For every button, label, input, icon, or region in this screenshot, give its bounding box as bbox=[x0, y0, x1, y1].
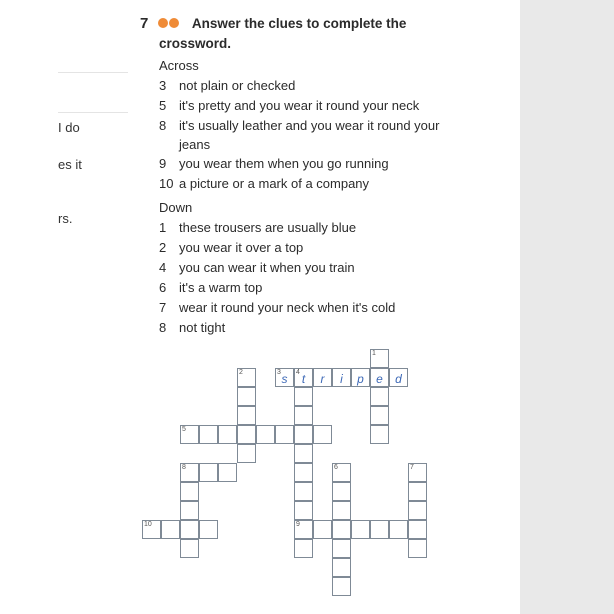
down-title: Down bbox=[159, 200, 193, 215]
exercise-number: 7 bbox=[140, 15, 149, 32]
clue-number: 7 bbox=[159, 300, 167, 315]
crossword-cell[interactable] bbox=[237, 387, 256, 406]
crossword-cell[interactable] bbox=[218, 425, 237, 444]
crossword-cell[interactable] bbox=[180, 482, 199, 501]
previous-page-fragment: rs. bbox=[58, 211, 73, 226]
cell-number: 6 bbox=[334, 464, 338, 471]
crossword-cell[interactable] bbox=[332, 577, 351, 596]
clue-text: these trousers are usually blue bbox=[179, 220, 357, 235]
background-margin bbox=[520, 0, 614, 614]
crossword-cell[interactable] bbox=[332, 482, 351, 501]
cell-number: 5 bbox=[182, 426, 186, 433]
crossword-cell[interactable] bbox=[294, 539, 313, 558]
crossword-cell[interactable] bbox=[294, 406, 313, 425]
cell-letter: s bbox=[281, 372, 288, 386]
crossword-cell[interactable] bbox=[237, 368, 256, 387]
cell-number: 1 bbox=[372, 350, 376, 357]
crossword-cell[interactable] bbox=[294, 425, 313, 444]
crossword-cell[interactable] bbox=[180, 501, 199, 520]
crossword-cell[interactable] bbox=[332, 368, 351, 387]
crossword-cell[interactable] bbox=[351, 368, 370, 387]
crossword-cell[interactable] bbox=[370, 406, 389, 425]
clue-text: not tight bbox=[179, 320, 226, 335]
crossword-cell[interactable] bbox=[332, 520, 351, 539]
cell-number: 8 bbox=[182, 464, 186, 471]
cell-number: 7 bbox=[410, 464, 414, 471]
cell-number: 4 bbox=[296, 369, 300, 376]
crossword-cell[interactable] bbox=[180, 425, 199, 444]
crossword-cell[interactable] bbox=[389, 368, 408, 387]
cell-letter: t bbox=[301, 372, 306, 386]
cell-letter: e bbox=[376, 372, 383, 386]
crossword-cell[interactable] bbox=[370, 349, 389, 368]
crossword-cell[interactable] bbox=[180, 520, 199, 539]
clue-number: 8 bbox=[159, 118, 167, 133]
clue-text: wear it round your neck when it's cold bbox=[179, 300, 396, 315]
crossword-cell[interactable] bbox=[408, 463, 427, 482]
clue-text: it's pretty and you wear it round your neck bbox=[179, 98, 420, 113]
crossword-cell[interactable] bbox=[294, 482, 313, 501]
crossword-cell[interactable] bbox=[237, 444, 256, 463]
crossword-cell[interactable] bbox=[332, 539, 351, 558]
crossword-cell[interactable] bbox=[332, 558, 351, 577]
cell-letter: i bbox=[340, 372, 343, 386]
clue-text: it's a warm top bbox=[179, 280, 263, 295]
cell-letter: d bbox=[395, 372, 402, 386]
across-title: Across bbox=[159, 58, 199, 73]
crossword-cell[interactable] bbox=[408, 520, 427, 539]
cell-number: 10 bbox=[144, 521, 152, 528]
cell-number: 9 bbox=[296, 521, 300, 528]
clue-number: 2 bbox=[159, 240, 167, 255]
crossword-cell[interactable] bbox=[370, 368, 389, 387]
crossword-cell[interactable] bbox=[275, 425, 294, 444]
crossword-cell[interactable] bbox=[180, 539, 199, 558]
crossword-cell[interactable] bbox=[199, 425, 218, 444]
crossword-cell[interactable] bbox=[294, 368, 313, 387]
instruction-line-1: Answer the clues to complete the bbox=[191, 16, 407, 31]
crossword-cell[interactable] bbox=[294, 501, 313, 520]
crossword-cell[interactable] bbox=[294, 444, 313, 463]
crossword-cell[interactable] bbox=[237, 406, 256, 425]
crossword-cell[interactable] bbox=[313, 368, 332, 387]
crossword-cell[interactable] bbox=[142, 520, 161, 539]
cell-letter: p bbox=[357, 372, 364, 386]
crossword-cell[interactable] bbox=[180, 463, 199, 482]
crossword-cell[interactable] bbox=[275, 368, 294, 387]
crossword-cell[interactable] bbox=[370, 387, 389, 406]
crossword-cell[interactable] bbox=[256, 425, 275, 444]
crossword-cell[interactable] bbox=[370, 425, 389, 444]
clue-number: 5 bbox=[159, 98, 167, 113]
crossword-cell[interactable] bbox=[313, 520, 332, 539]
clue-number: 3 bbox=[159, 78, 167, 93]
clue-text: a picture or a mark of a company bbox=[179, 176, 370, 191]
crossword-cell[interactable] bbox=[370, 520, 389, 539]
cell-letter: r bbox=[320, 372, 325, 386]
crossword-cell[interactable] bbox=[313, 425, 332, 444]
crossword-cell[interactable] bbox=[294, 463, 313, 482]
crossword-cell[interactable] bbox=[294, 387, 313, 406]
previous-page-fragment: I do bbox=[58, 120, 80, 135]
crossword-cell[interactable] bbox=[408, 482, 427, 501]
crossword-cell[interactable] bbox=[332, 501, 351, 520]
previous-page-fragment: es it bbox=[58, 157, 82, 172]
instruction-line-2: crossword. bbox=[159, 36, 232, 52]
crossword-cell[interactable] bbox=[332, 463, 351, 482]
cell-number: 2 bbox=[239, 369, 243, 376]
crossword-cell[interactable] bbox=[408, 539, 427, 558]
crossword-cell[interactable] bbox=[218, 463, 237, 482]
crossword-cell[interactable] bbox=[161, 520, 180, 539]
crossword-cell[interactable] bbox=[389, 520, 408, 539]
crossword-cell[interactable] bbox=[408, 501, 427, 520]
clue-number: 9 bbox=[159, 156, 167, 171]
clue-text: you can wear it when you train bbox=[179, 260, 355, 275]
clue-text: you wear it over a top bbox=[179, 240, 304, 255]
clue-number: 1 bbox=[159, 220, 167, 235]
crossword-cell[interactable] bbox=[237, 425, 256, 444]
clue-text: you wear them when you go running bbox=[179, 156, 389, 171]
clue-number: 8 bbox=[159, 320, 167, 335]
clue-number: 4 bbox=[159, 260, 167, 275]
crossword-cell[interactable] bbox=[294, 520, 313, 539]
clue-text: it's usually leather and you wear it round your jeans bbox=[179, 118, 440, 152]
crossword-cell[interactable] bbox=[351, 520, 370, 539]
cell-number: 3 bbox=[277, 369, 281, 376]
crossword-cell[interactable] bbox=[199, 520, 218, 539]
clue-number: 10 bbox=[159, 176, 174, 191]
clue-text: not plain or checked bbox=[179, 78, 296, 93]
clue-number: 6 bbox=[159, 280, 167, 295]
crossword-cell[interactable] bbox=[199, 463, 218, 482]
